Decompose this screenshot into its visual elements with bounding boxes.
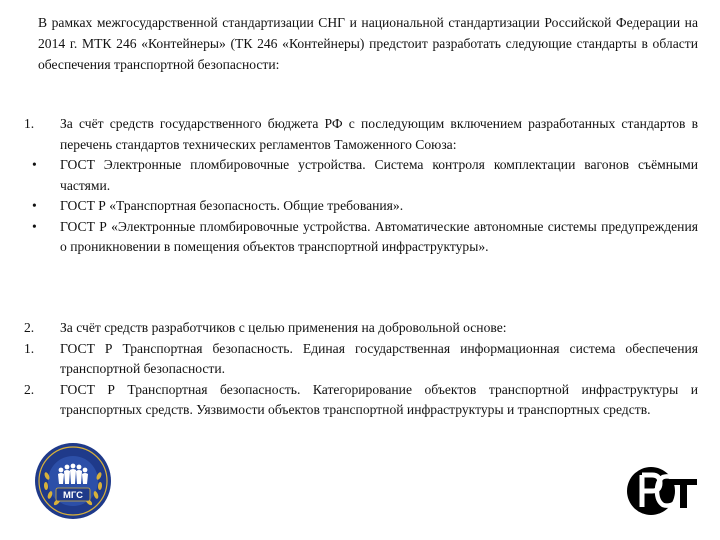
section-state-budget bbox=[24, 114, 698, 258]
section-1-heading bbox=[24, 114, 698, 155]
intro-paragraph: В рамках межгосударственной стандартизации СНГ и национальной стандартизации Российской Федерации на 2014 г. МТК 246 «Контейнеры» (ТК 246 «Контейнеры) предстоит разработать следующие стандарты в области обеспечения транспортной безопасности: bbox=[38, 15, 698, 72]
section-2-heading bbox=[24, 318, 698, 339]
section-2-heading-text: За счёт средств разработчиков с целью применения на добровольной основе: bbox=[60, 320, 507, 335]
list-item bbox=[24, 339, 698, 380]
list-item-text: ГОСТ Р Транспортная безопасность. Категорирование объектов транспортной инфраструктуры и транспортных средств. Уязвимости объектов транспортной инфраструктуры и транспортных средств. bbox=[60, 381, 698, 417]
list-marker: 1. bbox=[24, 340, 35, 356]
list-item bbox=[24, 217, 698, 258]
list-item-text: ГОСТ Р «Транспортная безопасность. Общие требования». bbox=[60, 198, 404, 213]
list-item-text: ГОСТ Р Транспортная безопасность. Единая государственная информационная система обеспечения транспортной безопасности. bbox=[60, 340, 698, 376]
list-item-text: ГОСТ Электронные пломбировочные устройства. Система контроля комплектации вагонов съёмными частями. bbox=[60, 157, 698, 193]
list-item-text: ГОСТ Р «Электронные пломбировочные устройства. Автоматические автономные системы предупреждения о проникновении в помещения объектов транспортной инфраструктуры». bbox=[60, 218, 698, 254]
letter-t-stem bbox=[680, 479, 687, 508]
mgs-logo bbox=[34, 442, 112, 520]
list-marker: 1. bbox=[24, 116, 35, 131]
list-marker: 2. bbox=[24, 381, 35, 397]
list-item bbox=[24, 380, 698, 421]
bullet-icon: • bbox=[32, 198, 37, 213]
list-item bbox=[24, 155, 698, 196]
section-developers bbox=[24, 318, 698, 421]
pct-certification-mark bbox=[626, 463, 698, 519]
section-1-heading-text: За счёт средств государственного бюджета РФ с последующим включением разработанных стандартов в перечень стандартов технических регламентов Таможенного Союза: bbox=[60, 116, 698, 152]
list-marker: 2. bbox=[24, 320, 35, 335]
list-item bbox=[24, 196, 698, 217]
bullet-icon: • bbox=[32, 157, 37, 172]
mgs-label: МГС bbox=[62, 490, 84, 501]
bullet-icon: • bbox=[32, 218, 37, 234]
